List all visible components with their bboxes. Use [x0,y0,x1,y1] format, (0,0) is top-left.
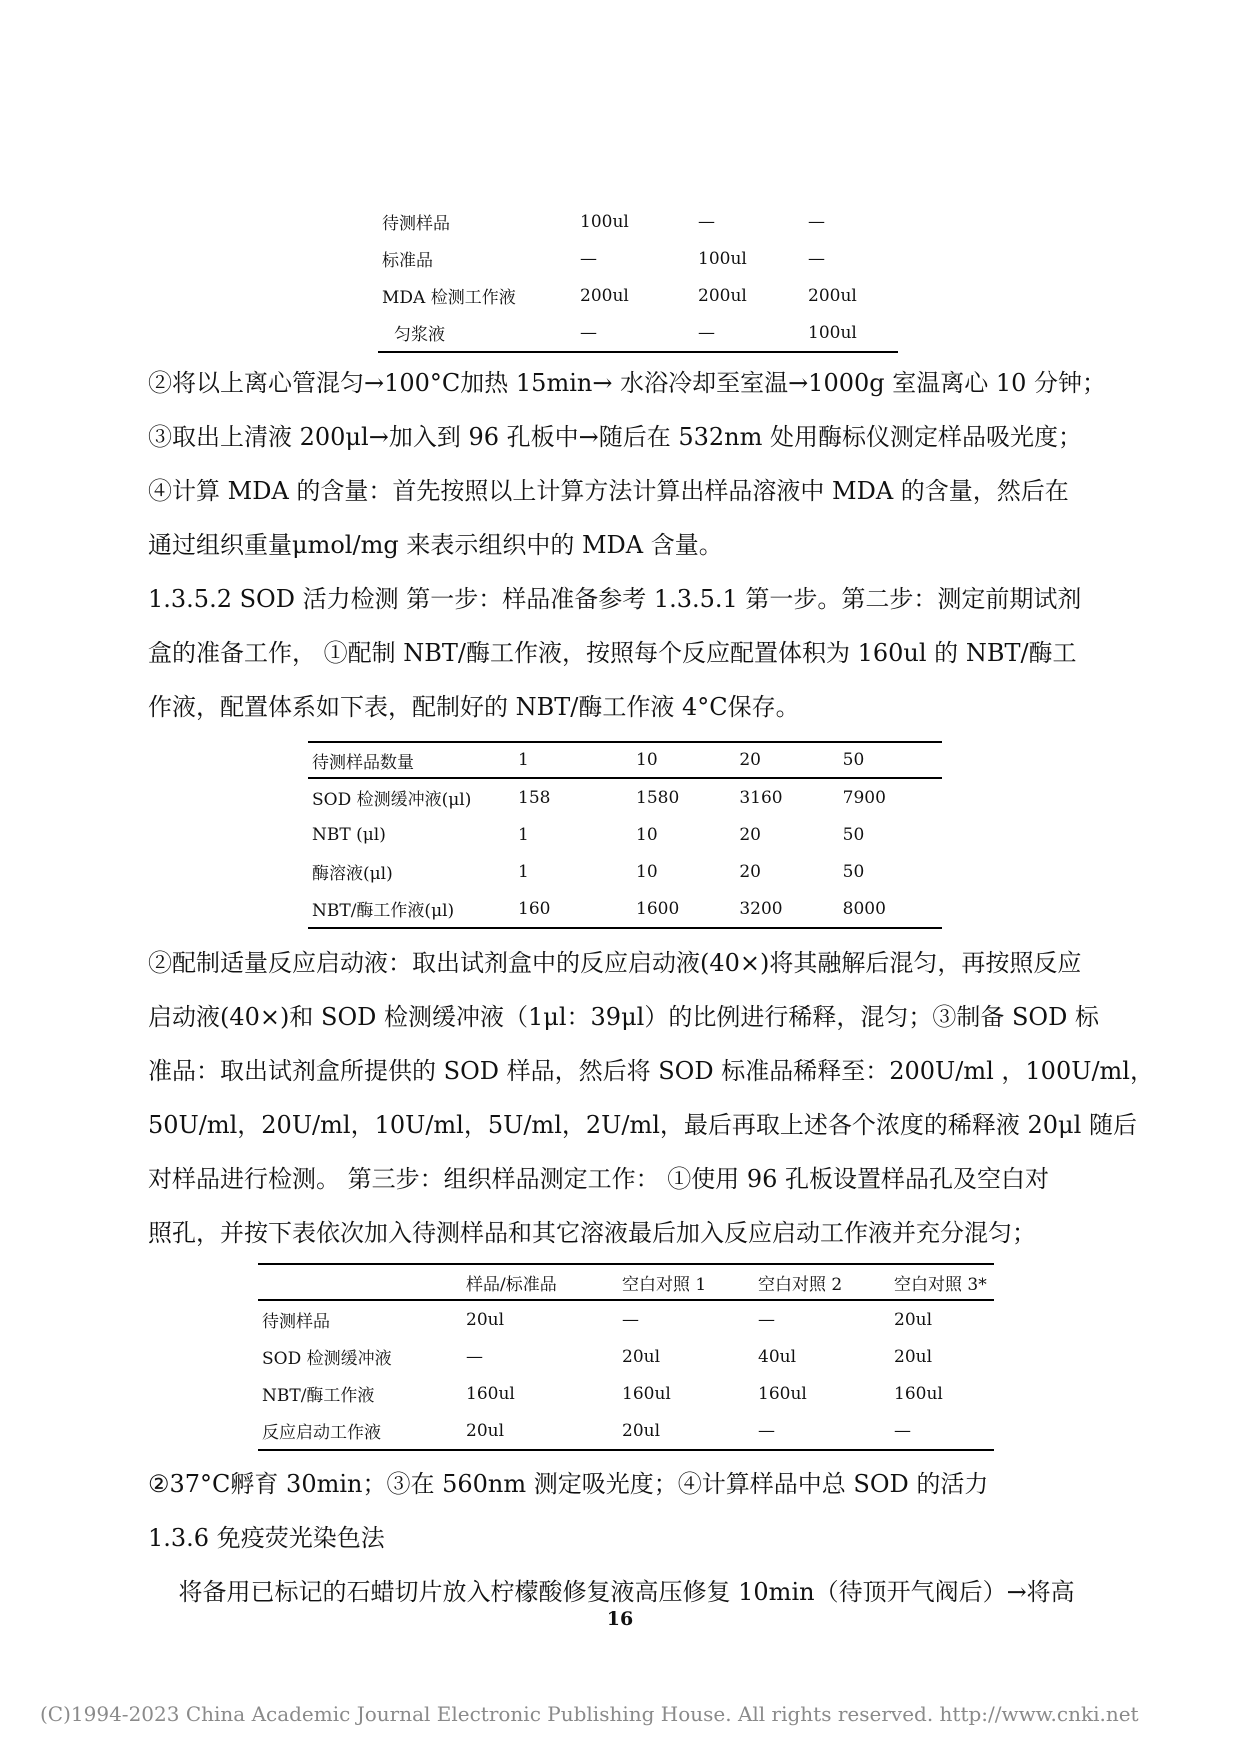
table-row: SOD 检测缓冲液 — 20ul 40ul 20ul [262,1346,933,1369]
paragraph-line: 通过组织重量μmol/mg 来表示组织中的 MDA 含量。 [148,531,723,559]
body-text-block-3 [148,1457,1100,1619]
table-row: MDA 检测工作液 200ul 200ul 200ul [382,285,857,308]
paragraph-line: ②将以上离心管混匀→100°C加热 15min→ 水浴冷却至室温→1000g 室温离心 10 分钟； [148,369,1107,397]
paragraph-line: 照孔，并按下表依次加入待测样品和其它溶液最后加入反应启动工作液并充分混匀； [148,1219,1036,1247]
paragraph-line: 准品：取出试剂盒所提供的 SOD 样品，然后将 SOD 标准品稀释至：200U/ml ，100U/ml， [148,1057,1154,1085]
paragraph-line: ④计算 MDA 的含量：首先按照以上计算方法计算出样品溶液中 MDA 的含量，然后在 [148,477,1069,505]
table-row: 匀浆液 — — 100ul [378,314,898,352]
table-row: 标准品 — 100ul — [382,248,825,271]
table-row: NBT/酶工作液 160ul 160ul 160ul 160ul [262,1383,943,1406]
section-heading-line: 1.3.6 免疫荧光染色法 [148,1524,385,1552]
body-text-block-1 [148,356,1107,734]
nbt-enzyme-table [308,741,942,929]
table-row: 反应启动工作液 20ul 20ul — — [258,1412,994,1450]
paragraph-line: ②配制适量反应启动液：取出试剂盒中的反应启动液(40×)将其融解后混匀，再按照反应 [148,949,1082,977]
paragraph-line: 作液，配置体系如下表，配制好的 NBT/酶工作液 4°C保存。 [148,693,800,721]
paragraph-line: 将备用已标记的石蜡切片放入柠檬酸修复液高压修复 10min（待顶开气阀后）→将高 [148,1578,1075,1606]
table-row: NBT/酶工作液(μl) 160 1600 3200 8000 [308,890,942,928]
section-heading-line: 1.3.5.2 SOD 活力检测 第一步：样品准备参考 1.3.5.1 第一步。第二步：测定前期试剂 [148,585,1082,613]
table-row: 待测样品 100ul — — [382,211,825,234]
paragraph-line: ②37°C孵育 30min；③在 560nm 测定吸光度；④计算样品中总 SOD 的活力 [148,1470,989,1498]
mda-reagent-table [378,203,898,353]
table-header-row: 样品/标准品 空白对照 1 空白对照 2 空白对照 3* [258,1264,994,1300]
paragraph-line: ③取出上清液 200μl→加入到 96 孔板中→随后在 532nm 处用酶标仪测定样品吸光度； [148,423,1083,451]
paragraph-line: 启动液(40×)和 SOD 检测缓冲液（1μl：39μl）的比例进行稀释，混匀；③制备 SOD 标 [148,1003,1099,1031]
table-row: SOD 检测缓冲液(μl) 158 1580 3160 7900 [312,787,886,810]
page-number: 16 [606,1608,634,1630]
paragraph-line: 对样品进行检测。 第三步：组织样品测定工作： ①使用 96 孔板设置样品孔及空白对 [148,1165,1050,1193]
table-row: 酶溶液(μl) 1 10 20 50 [312,861,865,884]
table-row: 待测样品 20ul — — 20ul [262,1309,933,1332]
paragraph-line: 50U/ml，20U/ml，10U/ml，5U/ml，2U/ml，最后再取上述各个浓度的稀释液 20μl 随后 [148,1111,1137,1139]
copyright-footer: (C)1994-2023 China Academic Journal Electronic Publishing House. All rights reserved. http://www.cnki.net [40,1702,1139,1726]
body-text-block-2 [148,936,1154,1260]
table-row: NBT (μl) 1 10 20 50 [312,824,865,845]
sod-plate-table [258,1263,994,1451]
table-header-row: 待测样品数量 1 10 20 50 [308,742,942,778]
paragraph-line: 盒的准备工作， ①配制 NBT/酶工作液，按照每个反应配置体积为 160ul 的 NBT/酶工 [148,639,1077,667]
